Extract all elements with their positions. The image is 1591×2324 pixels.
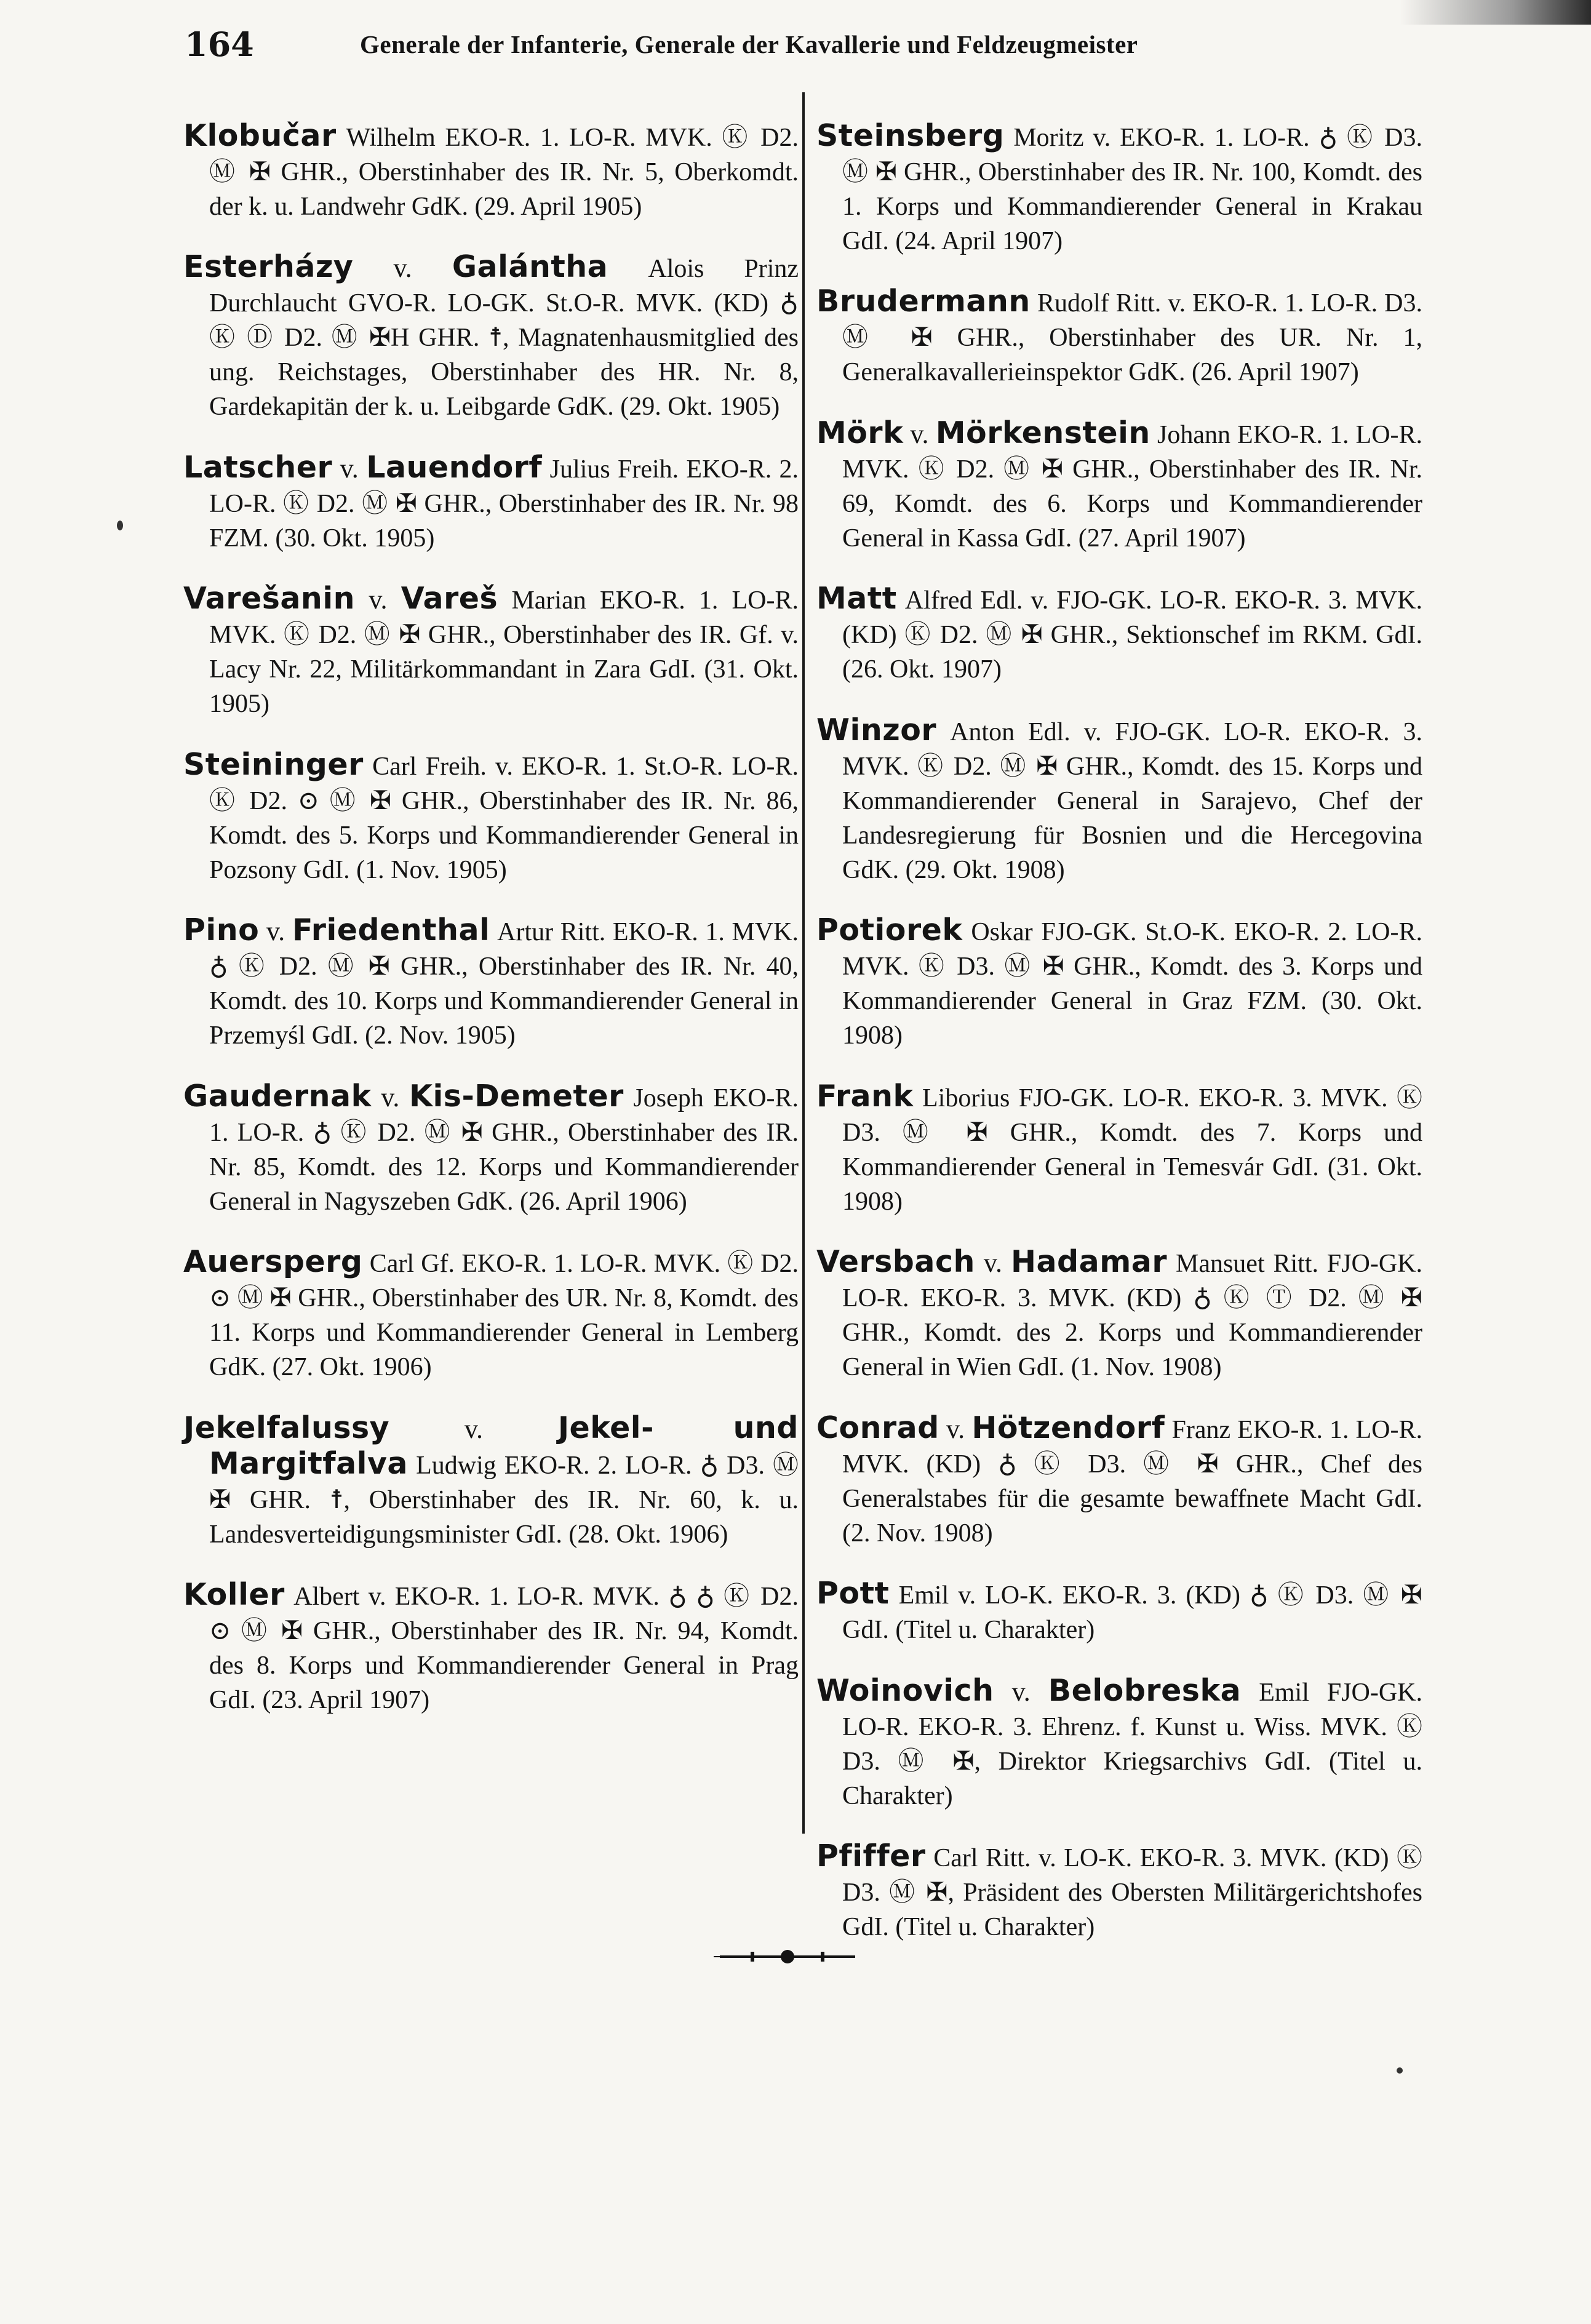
entry xyxy=(183,250,799,424)
entry-surname: Conrad xyxy=(816,1410,939,1445)
entry-estate: Vareš xyxy=(401,581,498,616)
entry-surname: Versbach xyxy=(816,1244,975,1279)
entry-surname: Mörk xyxy=(816,415,904,450)
entry-surname: Jekelfalussy xyxy=(183,1410,390,1445)
entry-details: Ludwig EKO-R. 2. LO-R. ♁ D3. Ⓜ ✠ GHR. ☨, Oberstinhaber des IR. Nr. 60, k. u. Landesverteidigungsminister GdI. (28. Okt. 1906) xyxy=(209,1451,799,1549)
entry-particle: v. xyxy=(393,253,412,283)
entry-estate: Hadamar xyxy=(1010,1244,1167,1279)
entry xyxy=(816,416,1422,556)
entry-surname: Pott xyxy=(816,1576,890,1611)
entry-particle: v. xyxy=(340,453,359,484)
left-column xyxy=(183,92,799,1726)
entry-details: Emil FJO-GK. LO-R. EKO-R. 3. Ehrenz. f. Kunst u. Wiss. MVK. Ⓚ D3. Ⓜ ✠, Direktor Kriegsarchivs GdI. (Titel u. Charakter) xyxy=(842,1678,1423,1810)
entry-details: Albert v. EKO-R. 1. LO-R. MVK. ♁ ♁ Ⓚ D2. ⊙ Ⓜ ✠ GHR., Oberstinhaber des IR. Nr. 94, Komdt. des 8. Korps und Kommandierender General in Prag GdI. (23. April 1907) xyxy=(209,1583,799,1714)
entry-surname: Matt xyxy=(816,581,897,616)
entry-details: Artur Ritt. EKO-R. 1. MVK. ♁ Ⓚ D2. Ⓜ ✠ GHR., Oberstinhaber des IR. Nr. 40, Komdt. des 10. Korps und Kommandierender General in Przemyśl GdI. (2. Nov. 1905) xyxy=(209,918,799,1050)
entry-details: Rudolf Ritt. v. EKO-R. 1. LO-R. D3. Ⓜ ✠ GHR., Oberstinhaber des UR. Nr. 1, Generalkavallerieinspektor GdK. (26. April 1907) xyxy=(842,289,1422,386)
entry-details: Moritz v. EKO-R. 1. LO-R. ♁ Ⓚ D3. Ⓜ ✠ GHR., Oberstinhaber des IR. Nr. 100, Komdt. des 1. Korps und Kommandierender General in Krakau GdI. (24. April 1907) xyxy=(842,123,1423,255)
entry-details: Joseph EKO-R. 1. LO-R. ♁ Ⓚ D2. Ⓜ ✠ GHR., Oberstinhaber des IR. Nr. 85, Komdt. des 12. Korps und Kommandierender General in Nagyszeben GdK. (26. April 1906) xyxy=(209,1084,799,1216)
entry-details: Oskar FJO-GK. St.O-K. EKO-R. 2. LO-R. MVK. Ⓚ D3. Ⓜ ✠ GHR., Komdt. des 3. Korps und Kommandierender General in Graz FZM. (30. Okt. 1908) xyxy=(842,918,1423,1050)
entry-details: Johann EKO-R. 1. LO-R. MVK. Ⓚ D2. Ⓜ ✠ GHR., Oberstinhaber des IR. Nr. 69, Komdt. des 6. Korps und Kommandierender General in Kassa GdI. (27. April 1907) xyxy=(842,420,1423,553)
entry xyxy=(816,1245,1422,1384)
entry xyxy=(816,1411,1422,1551)
entry-surname: Frank xyxy=(816,1078,914,1114)
right-column xyxy=(816,92,1422,1953)
entry xyxy=(816,284,1422,389)
entry-particle: v. xyxy=(369,585,388,615)
entry-details: Julius Freih. EKO-R. 2. LO-R. Ⓚ D2. Ⓜ ✠ GHR., Oberstinhaber des IR. Nr. 98 FZM. (30. Okt. 1905) xyxy=(209,455,799,553)
entry-particle: v. xyxy=(910,418,929,449)
entry xyxy=(183,119,799,224)
entry-surname: Woinovich xyxy=(816,1672,994,1708)
entry-particle: v. xyxy=(464,1413,484,1444)
entry-details: Marian EKO-R. 1. LO-R. MVK. Ⓚ D2. Ⓜ ✠ GHR., Oberstinhaber des IR. Gf. v. Lacy Nr. 22, Militärkommandant in Zara GdI. (31. Okt. 1905) xyxy=(209,586,799,718)
entry-estate: Kis-Demeter xyxy=(409,1078,624,1114)
entry-surname: Klobučar xyxy=(183,118,337,153)
entry-surname: Winzor xyxy=(816,712,937,748)
entry-particle: v. xyxy=(946,1413,965,1444)
entry-details: Wilhelm EKO-R. 1. LO-R. MVK. Ⓚ D2. Ⓜ ✠ GHR., Oberstinhaber des IR. Nr. 5, Oberkomdt. der k. u. Landwehr GdK. (29. April 1905) xyxy=(209,123,799,221)
entry xyxy=(183,581,799,721)
entry-particle: v. xyxy=(381,1082,400,1112)
end-ornament-icon xyxy=(714,1944,861,1969)
entry xyxy=(816,1576,1422,1647)
page-edge-shadow xyxy=(0,0,1591,25)
entry-details: Franz EKO-R. 1. LO-R. MVK. (KD) ♁ Ⓚ D3. Ⓜ ✠ GHR., Chef des Generalstabes für die gesamte bewaffnete Macht GdI. (2. Nov. 1908) xyxy=(842,1415,1423,1547)
entry xyxy=(816,119,1422,258)
entry-details: Carl Ritt. v. LO-K. EKO-R. 3. MVK. (KD) Ⓚ D3. Ⓜ ✠, Präsident des Obersten Militärgerichtshofes GdI. (Titel u. Charakter) xyxy=(842,1844,1422,1941)
entry-details: Alfred Edl. v. FJO-GK. LO-R. EKO-R. 3. MVK. (KD) Ⓚ D2. Ⓜ ✠ GHR., Sektionschef im RKM. GdI. (26. Okt. 1907) xyxy=(842,586,1422,684)
entry-surname: Pino xyxy=(183,912,260,948)
entry-surname: Auersperg xyxy=(183,1244,363,1279)
entry-surname: Potiorek xyxy=(816,912,963,948)
entry-surname: Pfiffer xyxy=(816,1839,926,1874)
entry-details: Mansuet Ritt. FJO-GK. LO-R. EKO-R. 3. MVK. (KD) ♁ Ⓚ Ⓣ D2. Ⓜ ✠ GHR., Komdt. des 2. Korps und Kommandierender General in Wien GdI. (1. Nov. 1908) xyxy=(842,1250,1422,1381)
entry-surname: Esterházy xyxy=(183,249,354,284)
entry xyxy=(183,1411,799,1552)
entry-estate: Belobreska xyxy=(1048,1672,1242,1708)
entry-surname: Latscher xyxy=(183,449,333,485)
entry xyxy=(816,713,1422,887)
page-header xyxy=(185,25,1283,74)
entry xyxy=(183,1079,799,1219)
entry-details: Liborius FJO-GK. LO-R. EKO-R. 3. MVK. Ⓚ D3. Ⓜ ✠ GHR., Komdt. des 7. Korps und Kommandierender General in Temesvár GdI. (31. Okt. 1908) xyxy=(842,1084,1422,1216)
entry-surname: Varešanin xyxy=(183,581,356,616)
column-divider xyxy=(802,92,805,1834)
entry-estate: Lauendorf xyxy=(366,449,543,485)
entry-particle: v. xyxy=(983,1248,1003,1278)
entry-details: Anton Edl. v. FJO-GK. LO-R. EKO-R. 3. MVK. Ⓚ D2. Ⓜ ✠ GHR., Komdt. des 15. Korps und Kommandierender General in Sarajevo, Chef der Landesregierung für Bosnien und die Hercegovina GdK. (29. Okt. 1908) xyxy=(842,717,1422,884)
entry xyxy=(816,1079,1422,1219)
entry-surname: Steinsberg xyxy=(816,118,1005,153)
entry-details: Emil v. LO-K. EKO-R. 3. (KD) ♁ Ⓚ D3. Ⓜ ✠ GdI. (Titel u. Charakter) xyxy=(842,1581,1422,1644)
entry-details: Carl Freih. v. EKO-R. 1. St.O-R. LO-R. Ⓚ D2. ⊙ Ⓜ ✠ GHR., Oberstinhaber des IR. Nr. 86, Komdt. des 5. Korps und Kommandierender General in Pozsony GdI. (1. Nov. 1905) xyxy=(209,752,799,884)
entry xyxy=(816,913,1422,1053)
entry-surname: Brudermann xyxy=(816,284,1031,319)
ink-speck xyxy=(1397,2067,1403,2074)
entry-particle: v. xyxy=(1011,1676,1031,1707)
entry xyxy=(816,1674,1422,1813)
entry-surname: Steininger xyxy=(183,746,364,782)
entry-estate: Jekel- und Margitfalva xyxy=(209,1410,799,1481)
entry xyxy=(816,1839,1422,1944)
entry-estate: Mörkenstein xyxy=(935,415,1150,450)
entry-particle: v. xyxy=(266,916,285,946)
entry-estate: Galántha xyxy=(452,249,608,284)
entry xyxy=(183,450,799,556)
entry xyxy=(816,581,1422,687)
entry xyxy=(183,1578,799,1717)
entry xyxy=(183,748,799,887)
page-number: 164 xyxy=(185,25,254,64)
entry-details: Carl Gf. EKO-R. 1. LO-R. MVK. Ⓚ D2. ⊙ Ⓜ ✠ GHR., Oberstinhaber des UR. Nr. 8, Komdt. des 11. Korps und Kommandierender General in Lemberg GdK. (27. Okt. 1906) xyxy=(209,1250,799,1381)
entry-surname: Koller xyxy=(183,1577,285,1612)
entry xyxy=(183,1245,799,1384)
running-title: Generale der Infanterie, Generale der Kavallerie und Feldzeugmeister xyxy=(360,30,1138,58)
entry-details: Alois Prinz Durchlaucht GVO-R. LO-GK. St.O-R. MVK. (KD) ♁ Ⓚ Ⓓ D2. Ⓜ ✠H GHR. ☨, Magnatenhausmitglied des ung. Reichstages, Oberstinhaber des HR. Nr. 8, Gardekapitän der k. u. Leibgarde GdK. (29. Okt. 1905) xyxy=(209,255,799,421)
entry-estate: Hötzendorf xyxy=(971,1410,1165,1445)
entry-surname: Gaudernak xyxy=(183,1078,372,1114)
entry xyxy=(183,913,799,1053)
ink-speck xyxy=(117,521,123,530)
entry-estate: Friedenthal xyxy=(292,912,490,948)
